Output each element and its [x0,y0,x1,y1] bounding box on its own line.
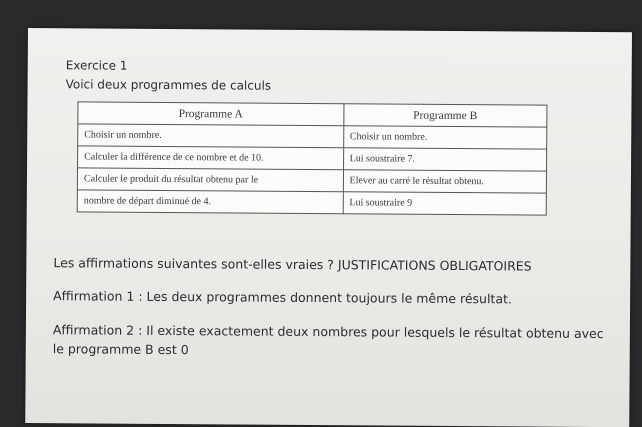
exercise-title: Exercice 1 [65,58,128,73]
table-row [78,124,547,149]
header-programme-a: Programme A [78,102,344,126]
table-row [78,146,547,171]
table-cell: Calculer la différence de ce nombre et de 10. [78,146,344,170]
table-row [77,190,546,215]
table-cell: Calculer le produit du résultat obtenu par le [77,168,343,192]
worksheet-page [25,28,632,427]
table-cell: nombre de départ diminué de 4. [77,190,343,214]
table-cell: Choisir un nombre. [343,126,547,149]
affirmation-1: Affirmation 1 : Les deux programmes donnent toujours le même résultat. [53,288,512,307]
table-cell: Choisir un nombre. [78,124,344,148]
table-cell: Lui soustraire 7. [343,148,547,171]
programs-table [77,101,548,215]
exercise-intro: Voici deux programmes de calculs [65,77,272,93]
table-row [77,168,546,193]
table-cell: Elever au carré le résultat obtenu. [343,170,547,193]
question-text: Les affirmations suivantes sont-elles vraies ? JUSTIFICATIONS OBLIGATOIRES [53,255,532,274]
header-programme-b: Programme B [343,104,547,127]
affirmation-2: Affirmation 2 : Il existe exactement deux nombres pour lesquels le résultat obtenu avec le programme B est 0 [52,322,604,358]
table-cell: Lui soustraire 9 [343,192,547,215]
table-header-row [78,102,547,127]
